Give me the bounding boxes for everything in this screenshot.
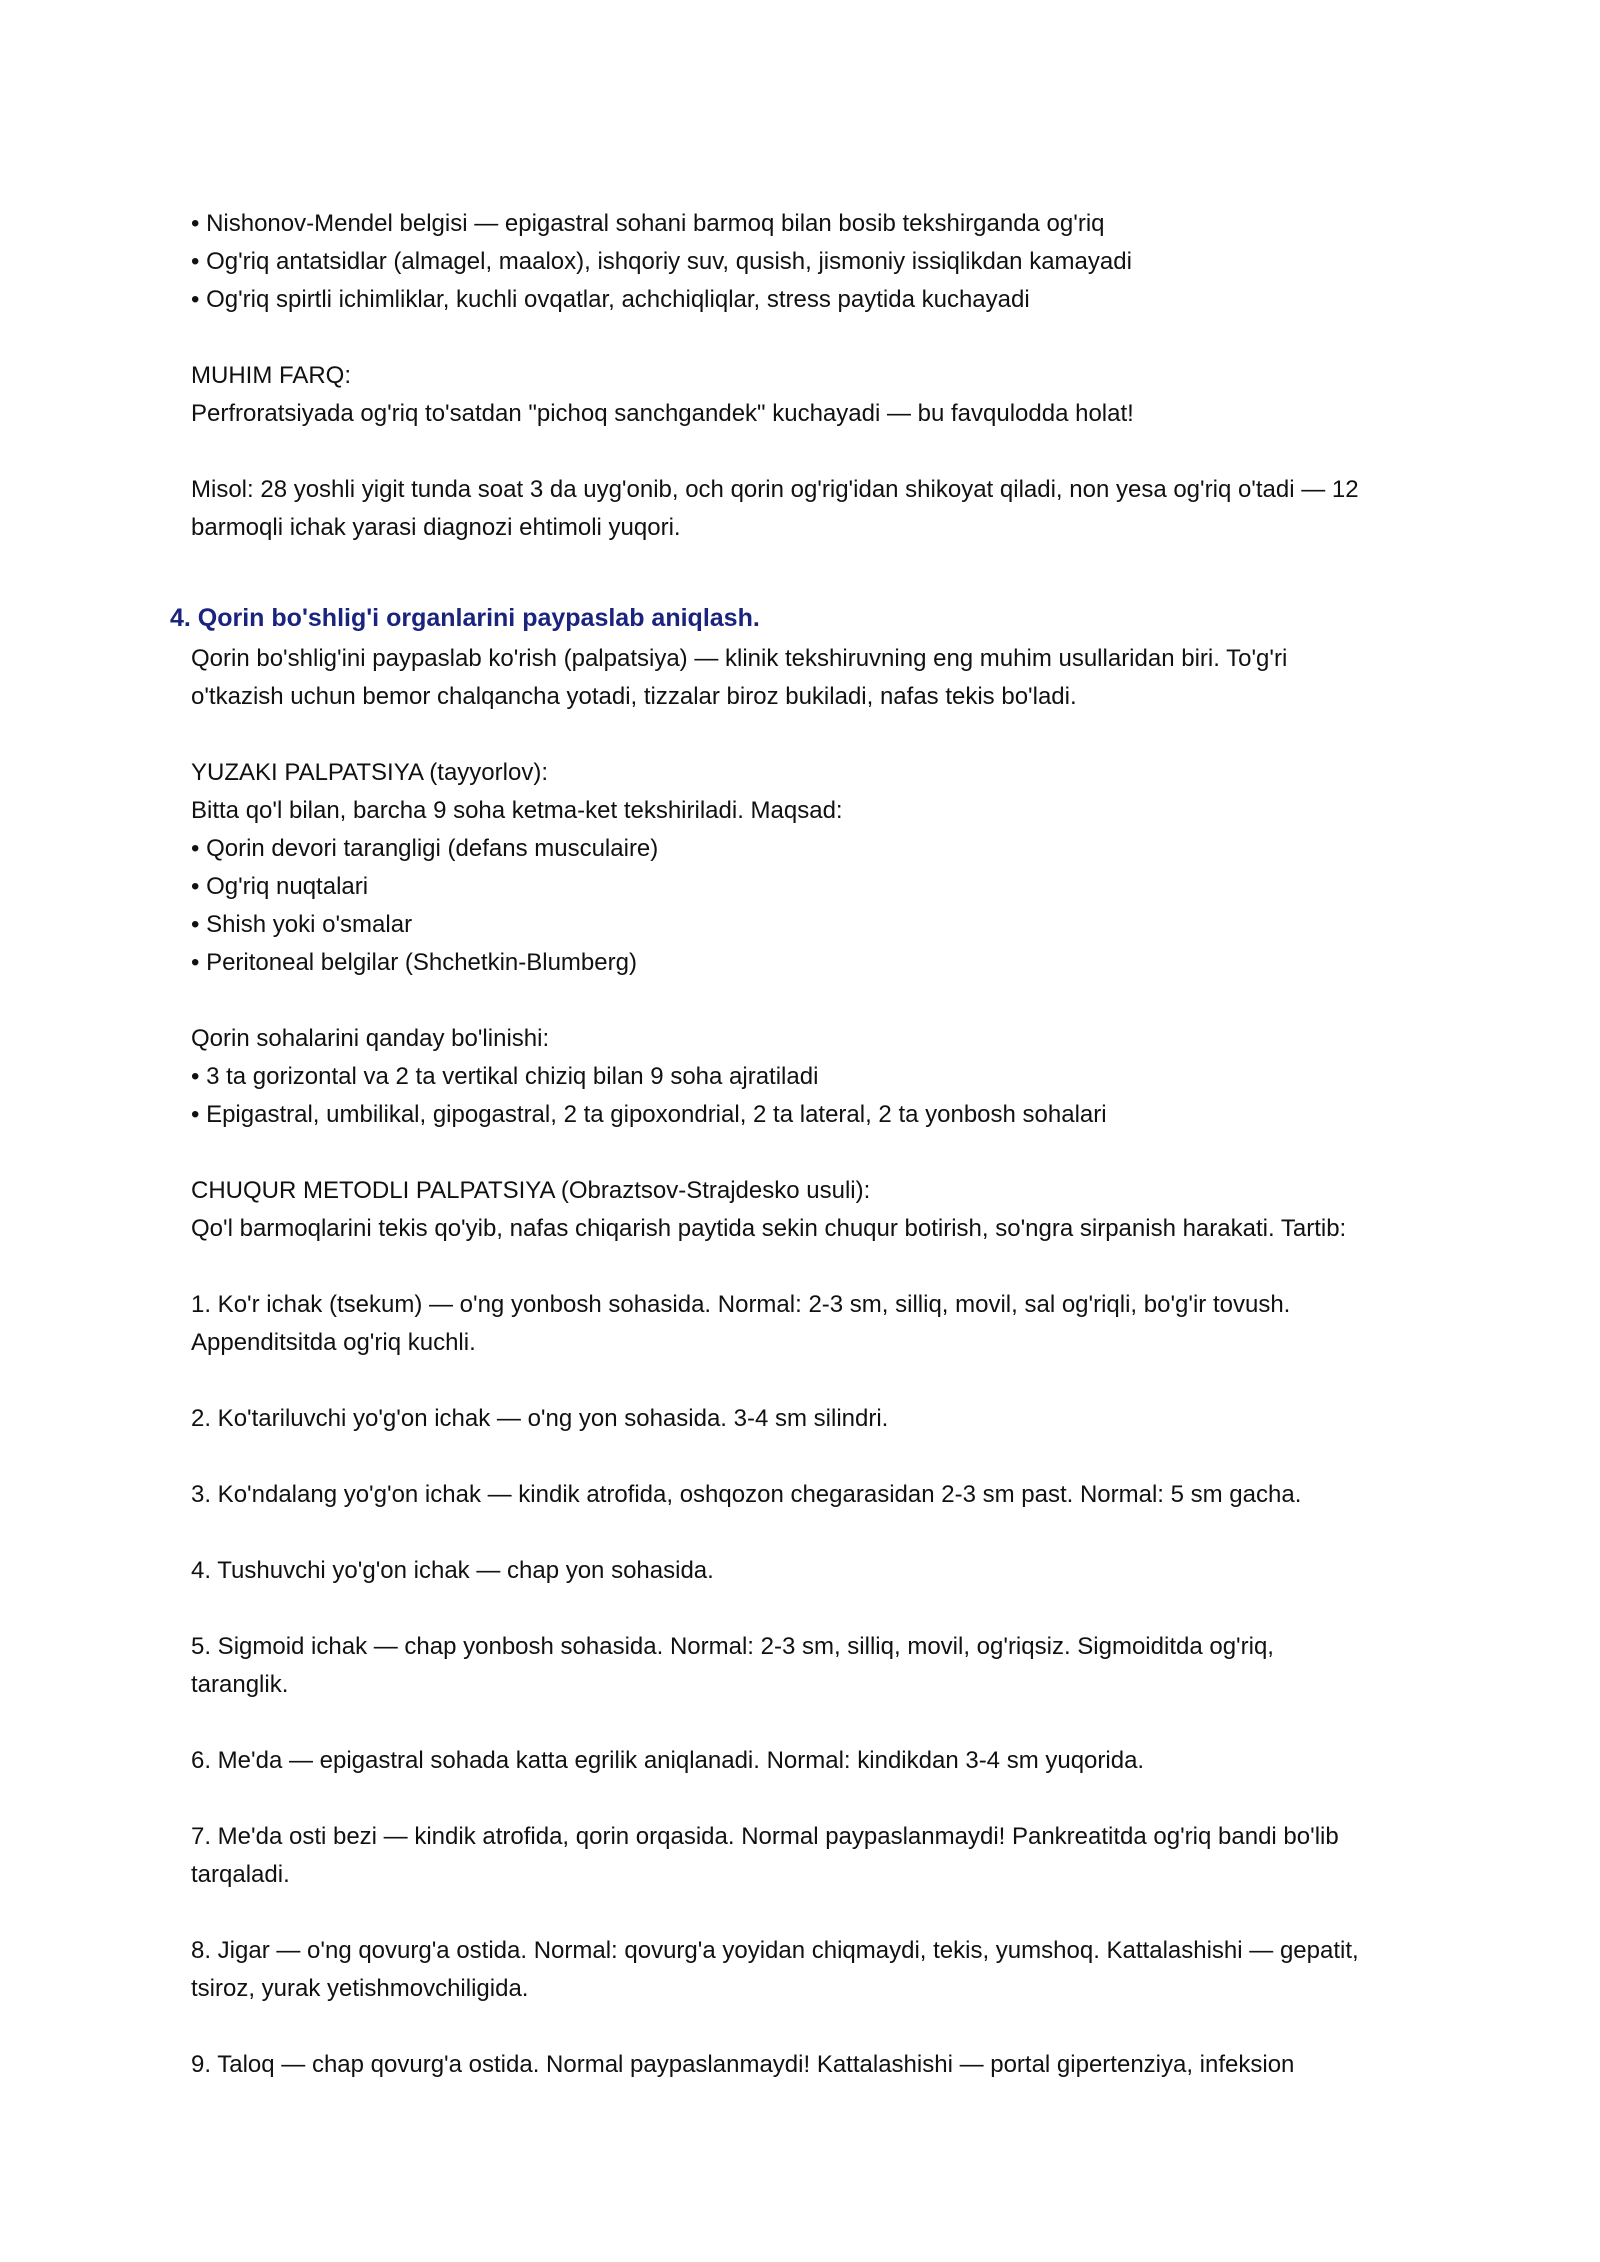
list-item-line: 9. Taloq — chap qovurg'a ostida. Normal paypaslanmaydi! Kattalashishi — portal gipertenziya, infeksion (191, 2051, 1295, 2078)
list-item-line: 4. Tushuvchi yo'g'on ichak — chap yon sohasida. (191, 1557, 714, 1584)
intro-line-1: Qorin bo'shlig'ini paypaslab ko'rish (palpatsiya) — klinik tekshiruvning eng muhim usullaridan biri. To'g'ri (191, 645, 1288, 672)
yuzaki-bullet: • Qorin devori tarangligi (defans musculaire) (191, 835, 659, 862)
sohalar-bullet: • Epigastral, umbilikal, gipogastral, 2 ta gipoxondrial, 2 ta lateral, 2 ta yonbosh sohalari (191, 1101, 1107, 1128)
bullet-pain-decrease: • Og'riq antatsidlar (almagel, maalox), ishqoriy suv, qusish, jismoniy issiqlikdan kamayadi (191, 248, 1132, 275)
yuzaki-title: YUZAKI PALPATSIYA (tayyorlov): (191, 759, 548, 786)
section-heading: 4. Qorin bo'shlig'i organlarini paypaslab aniqlash. (170, 604, 760, 632)
yuzaki-bullet: • Peritoneal belgilar (Shchetkin-Blumberg) (191, 949, 637, 976)
list-item-line: 2. Ko'tariluvchi yo'g'on ichak — o'ng yon sohasida. 3-4 sm silindri. (191, 1405, 889, 1432)
misol-line-1: Misol: 28 yoshli yigit tunda soat 3 da uyg'onib, och qorin og'rig'idan shikoyat qiladi, non yesa og'riq o'tadi — 12 (191, 476, 1359, 503)
list-item-line: 6. Me'da — epigastral sohada katta egrilik aniqlanadi. Normal: kindikdan 3-4 sm yuqorida. (191, 1747, 1145, 1774)
misol-line-2: barmoqli ichak yarasi diagnozi ehtimoli yuqori. (191, 514, 681, 541)
sohalar-bullet: • 3 ta gorizontal va 2 ta vertikal chiziq bilan 9 soha ajratiladi (191, 1063, 819, 1090)
list-item-line: 5. Sigmoid ichak — chap yonbosh sohasida. Normal: 2-3 sm, silliq, movil, og'riqsiz. Sigmoiditda og'riq, (191, 1633, 1274, 1660)
sohalar-title: Qorin sohalarini qanday bo'linishi: (191, 1025, 550, 1052)
yuzaki-bullet: • Shish yoki o'smalar (191, 911, 413, 938)
chuqur-text: Qo'l barmoqlarini tekis qo'yib, nafas chiqarish paytida sekin chuqur botirish, so'ngra sirpanish harakati. Tartib: (191, 1215, 1347, 1242)
list-item-line: tsiroz, yurak yetishmovchiligida. (191, 1975, 529, 2002)
list-item-line: tarqaladi. (191, 1861, 290, 1888)
list-item-line: Appenditsitda og'riq kuchli. (191, 1329, 476, 1356)
list-item-line: 1. Ko'r ichak (tsekum) — o'ng yonbosh sohasida. Normal: 2-3 sm, silliq, movil, sal og'riqli, bo'g'ir tovush. (191, 1291, 1291, 1318)
list-item-line: 7. Me'da osti bezi — kindik atrofida, qorin orqasida. Normal paypaslanmaydi! Pankreatitda og'riq bandi bo'lib (191, 1823, 1339, 1850)
bullet-pain-increase: • Og'riq spirtli ichimliklar, kuchli ovqatlar, achchiqliqlar, stress paytida kuchayadi (191, 286, 1030, 313)
chuqur-title: CHUQUR METODLI PALPATSIYA (Obraztsov-Strajdesko usuli): (191, 1177, 871, 1204)
yuzaki-bullet: • Og'riq nuqtalari (191, 873, 369, 900)
list-item-line: taranglik. (191, 1671, 289, 1698)
list-item-line: 3. Ko'ndalang yo'g'on ichak — kindik atrofida, oshqozon chegarasidan 2-3 sm past. Normal: 5 sm gacha. (191, 1481, 1302, 1508)
yuzaki-text: Bitta qo'l bilan, barcha 9 soha ketma-ket tekshiriladi. Maqsad: (191, 797, 843, 824)
muhim-farq-title: MUHIM FARQ: (191, 362, 351, 389)
list-item-line: 8. Jigar — o'ng qovurg'a ostida. Normal: qovurg'a yoyidan chiqmaydi, tekis, yumshoq. Kattalashishi — gepatit, (191, 1937, 1359, 1964)
muhim-farq-text: Perfroratsiyada og'riq to'satdan "pichoq sanchgandek" kuchayadi — bu favqulodda holat! (191, 400, 1134, 427)
intro-line-2: o'tkazish uchun bemor chalqancha yotadi, tizzalar biroz bukiladi, nafas tekis bo'ladi. (191, 683, 1077, 710)
bullet-nishonov-mendel: • Nishonov-Mendel belgisi — epigastral sohani barmoq bilan bosib tekshirganda og'riq (191, 210, 1105, 237)
